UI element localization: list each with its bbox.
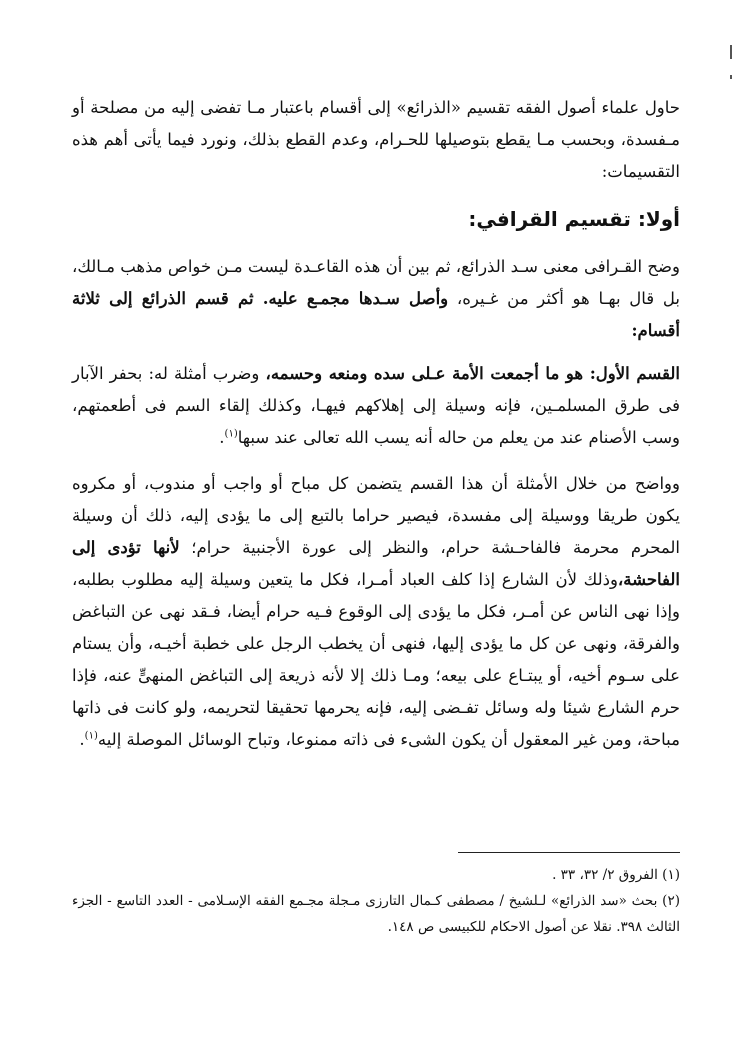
analysis-text: وواضح من خلال الأمثلة أن هذا القسم يتضمن كل مباح أو واجب أو مندوب، أو مكروه يكون طريقا ووسيلة إلى مفسدة، فيصير حراما بالتبع إلى ما يؤدى إليه، ذلك أن وسيلة المحرم محرمة فالفاحـشة حرام، والنظر إلى عورة الأجنبية حرام؛	[72, 474, 680, 557]
footnote-2: (٢) بحث «سد الذرائع» لـلشيخ / مصطفى كـمال التارزى مـجلة مجـمع الفقه الإسـلامى - العدد التاسع - الجزء الثالث ٣٩٨. نقلا عن أصول الاحكام للكبيسى ص ١٤٨.	[72, 893, 680, 935]
intro-paragraph	[72, 92, 680, 188]
section-heading: أولا: تقسيم القرافي:	[468, 207, 680, 231]
analysis-end: .	[79, 730, 85, 749]
scan-edge-mark	[730, 75, 732, 79]
qarafi-paragraph	[72, 251, 680, 347]
analysis-paragraph	[72, 468, 680, 756]
footnote-ref: (١)	[224, 428, 238, 440]
section1-end: .	[219, 428, 225, 447]
qarafi-bold-text: وأصل سـدها مجمـع عليه. ثم قسم الذرائع إلى ثلاثة أقسام:	[72, 289, 680, 340]
analysis-text-continued: وذلك لأن الشارع إذا كلف العباد أمـرا، فكل ما يتعين وسيلة إليه مطلوب بطلبه، وإذا نهى الناس عن أمـر، فكل ما يؤدى إلى الوقوع فـيه حرام أيضا، فـقد نهى عن التباغض والفرقة، ونهى عن كل ما يؤدى إليها، فنهى أن يخطب الرجل على خطبة أخيـه، وأن يستام على سـوم أخيه، أو يبتـاع على بيعه؛ ومـا ذلك إلا لأنه ذريعة إلى التباغض المنهىٍّ عنه، فإذا حرم الشارع شيئا وله وسائل تفـضى إليه، فإنه يحرمها تحقيقا لتحريمه، ولو كانت فى ذاتها مباحة، ومن غير المعقول أن يكون الشىء فى ذاته ممنوعا، وتباح الوسائل الموصلة إليه	[72, 570, 680, 749]
footnotes	[72, 862, 680, 940]
section1-label: القسم الأول: هو ما أجمعت الأمة عـلى سده ومنعه وحسمه،	[265, 364, 680, 383]
analysis-bold-text: لأنها تؤدى إلى الفاحشة،	[72, 538, 680, 589]
section1-text: وضرب أمثلة له: بحفر الآبار فى طرق المسلمـين، فإنه وسيلة إلى إهلاكهم فيهـا، وكذلك إلقاء السم فى أطعمتهم، وسب الأصنام عند من يعلم من حاله أنه يسب الله تعالى عند سبها	[72, 364, 680, 447]
footnote-ref: (١)	[84, 730, 98, 742]
footnote-divider	[458, 852, 680, 853]
intro-text: حاول علماء أصول الفقه تقسيم «الذرائع» إلى أقسام باعتبار مـا تفضى إليه من مصلحة أو مـفسدة، وبحسب مـا يقطع بتوصيلها للحـرام، وعدم القطع بذلك، ونورد فيما يأتى أهم هذه التقسيمات:	[72, 98, 680, 181]
footnote-1: (١) الفروق ٢/ ٣٢، ٣٣ .	[552, 867, 680, 883]
section1-paragraph	[72, 358, 680, 454]
scan-edge-mark	[730, 45, 732, 59]
qarafi-text: وضح القـرافى معنى سـد الذرائع، ثم بين أن هذه القاعـدة ليست مـن خواص مذهب مـالك، بل قال بهـا هو أكثر من غـيره،	[72, 257, 681, 308]
